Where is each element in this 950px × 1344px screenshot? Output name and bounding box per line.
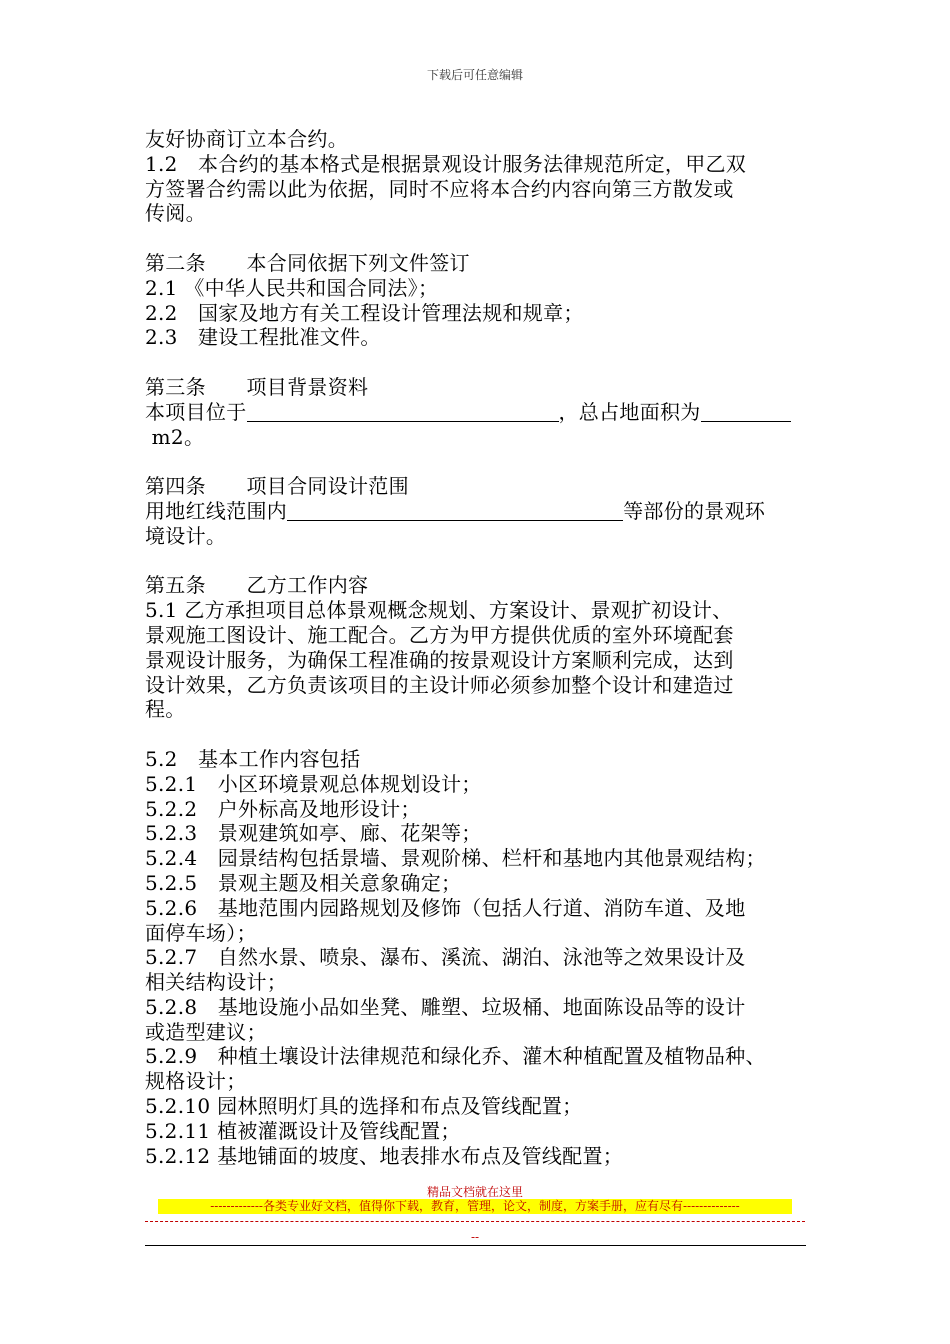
clause-2-3: 2.3 建设工程批准文件。 [145, 325, 381, 350]
paragraph-line: 程。 [145, 697, 186, 722]
paragraph-line: 境设计。 [145, 523, 227, 548]
clause-1-2-line: 1.2 本合约的基本格式是根据景观设计服务法律规范所定，甲乙双 [145, 151, 747, 176]
clause-5-1-line: 5.1 乙方承担项目总体景观概念规划、方案设计、景观扩初设计、 [145, 598, 733, 623]
project-location-label: 本项目位于 [145, 399, 247, 424]
footer-title: 精品文档就在这里 [426, 1185, 523, 1199]
clause-5-2-1: 5.2.1 小区环境景观总体规划设计； [145, 771, 482, 796]
footer-rule [145, 1245, 806, 1246]
paragraph-line: 或造型建议； [145, 1019, 267, 1044]
clause-5-2-heading: 5.2 基本工作内容包括 [145, 746, 361, 771]
clause-5-2-6: 5.2.6 基地范围内园路规划及修饰（包括人行道、消防车道、及地 [145, 895, 746, 920]
footer-dashed-divider [145, 1221, 805, 1222]
article-3-heading: 第三条 项目背景资料 [145, 374, 369, 399]
document-body [145, 127, 825, 1168]
article-5-heading: 第五条 乙方工作内容 [145, 573, 369, 598]
clause-2-1: 2.1 《中华人民共和国合同法》； [145, 275, 439, 300]
clause-5-2-10: 5.2.10 园林照明灯具的选择和布点及管线配置； [145, 1094, 583, 1119]
paragraph-line: 设计效果，乙方负责该项目的主设计师必须参加整个设计和建造过 [145, 672, 734, 697]
design-scope-label: 用地红线范围内 [145, 498, 288, 523]
clause-2-2: 2.2 国家及地方有关工程设计管理法规和规章； [145, 300, 584, 325]
paragraph-line: 规格设计； [145, 1069, 247, 1094]
paragraph-line: 友好协商订立本合约。 [145, 127, 348, 151]
clause-5-2-3: 5.2.3 景观建筑如亭、廊、花架等； [145, 821, 482, 846]
clause-5-2-7: 5.2.7 自然水景、喷泉、瀑布、溪流、湖泊、泳池等之效果设计及 [145, 945, 746, 970]
clause-5-2-12: 5.2.12 基地铺面的坡度、地表排水布点及管线配置； [145, 1143, 624, 1168]
paragraph-line: 传阅。 [145, 201, 206, 226]
design-scope-line [145, 499, 825, 524]
footer-banner: -------------各类专业好文档，值得你下载，教育，管理，论文，制度，方案手册，应有尽有-------------- [158, 1199, 792, 1214]
clause-5-2-2: 5.2.2 户外标高及地形设计； [145, 796, 421, 821]
paragraph-line: 景观设计服务，为确保工程准确的按景观设计方案顺利完成，达到 [145, 647, 734, 672]
scope-blank-field[interactable] [287, 500, 623, 521]
paragraph-line: 景观施工图设计、施工配合。乙方为甲方提供优质的室外环境配套 [145, 622, 734, 647]
total-area-label: ，总占地面积为 [558, 399, 701, 424]
area-unit-line: m2。 [145, 424, 205, 449]
paragraph-line: 相关结构设计； [145, 970, 288, 995]
clause-5-2-8: 5.2.8 基地设施小品如坐凳、雕塑、垃圾桶、地面陈设品等的设计 [145, 994, 746, 1019]
area-blank-field[interactable] [701, 401, 791, 422]
location-blank-field[interactable] [247, 401, 559, 422]
clause-5-2-9: 5.2.9 种植土壤设计法律规范和绿化乔、灌木种植配置及植物品种、 [145, 1044, 766, 1069]
project-location-line [145, 400, 825, 425]
paragraph-line: 面停车场）； [145, 920, 257, 945]
article-4-heading: 第四条 项目合同设计范围 [145, 474, 409, 499]
clause-5-2-5: 5.2.5 景观主题及相关意象确定； [145, 870, 462, 895]
clause-5-2-4: 5.2.4 园景结构包括景墙、景观阶梯、栏杆和基地内其他景观结构； [145, 846, 766, 871]
paragraph-line: 方签署合约需以此为依据，同时不应将本合约内容向第三方散发或 [145, 176, 734, 201]
design-scope-suffix: 等部份的景观环 [623, 498, 766, 523]
page-header: 下载后可任意编辑 [426, 68, 523, 82]
article-2-heading: 第二条 本合同依据下列文件签订 [145, 250, 470, 275]
footer-dash-tail: -- [470, 1230, 480, 1244]
clause-5-2-11: 5.2.11 植被灌溉设计及管线配置； [145, 1118, 461, 1143]
